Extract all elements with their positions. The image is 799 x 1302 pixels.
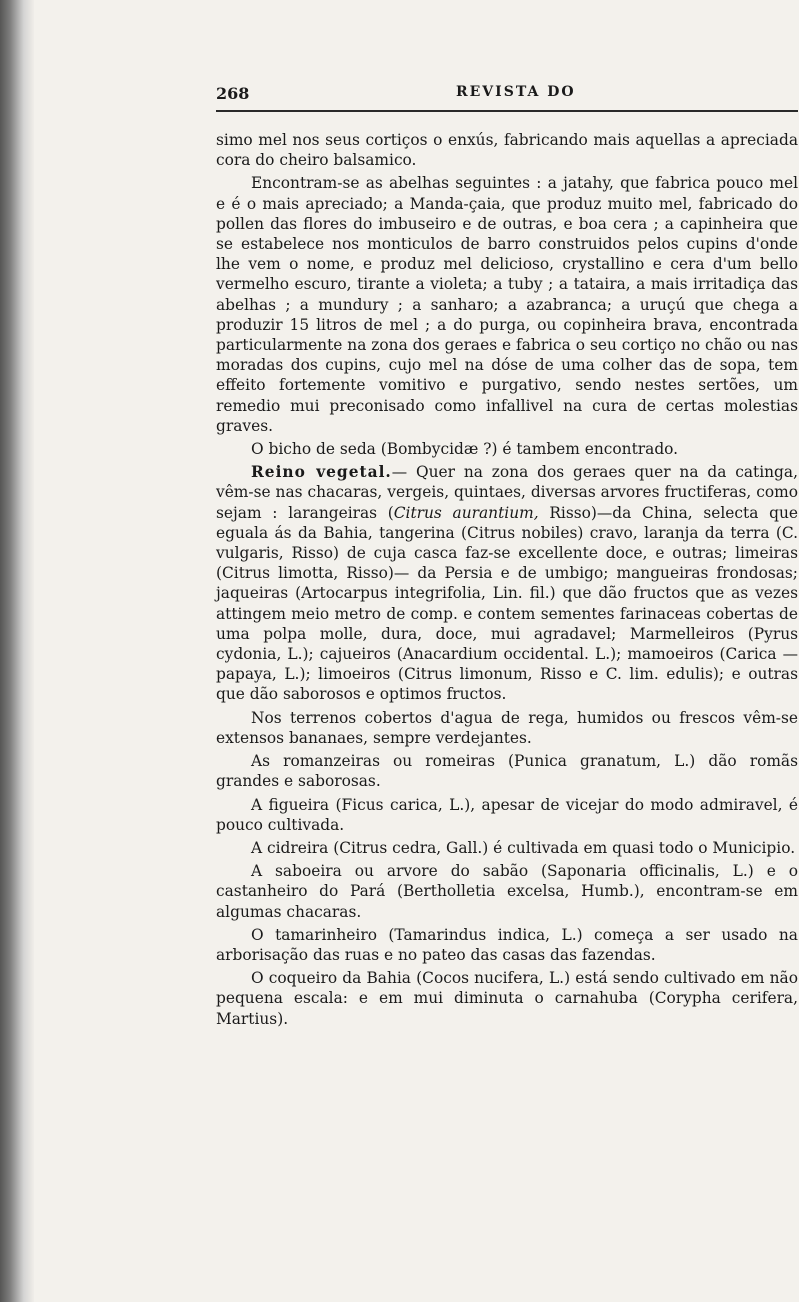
- running-title: REVISTA DO: [456, 84, 576, 100]
- section-italic-name: Citrus aurantium,: [393, 503, 539, 522]
- page-number: 268: [216, 84, 250, 103]
- page-text: [216, 130, 798, 1029]
- paragraph-bananaes: Nos terrenos cobertos d'agua de rega, humidos ou frescos vêm-se extensos bananaes, sempre verdejantes.: [216, 708, 798, 747]
- section-reino-vegetal: [216, 462, 798, 704]
- paragraph-1: simo mel nos seus cortiços o enxús, fabricando mais aquellas a apreciada cora do cheiro balsamico.: [216, 131, 798, 170]
- section-text-before: — Quer na zona dos geraes quer na da catinga, vêm-se nas chacaras, vergeis, quintaes, diversas arvores fructiferas, como sejam : larangeiras (: [216, 463, 798, 522]
- running-head: [216, 82, 798, 112]
- paragraph-tamarinheiro: O tamarinheiro (Tamarindus indica, L.) começa a ser usado na arborisação das ruas e no pateo das casas das fazendas.: [216, 925, 798, 964]
- paragraph-3: O bicho de seda (Bombycidæ ?) é tambem encontrado.: [251, 440, 679, 459]
- paragraph-cidreira: A cidreira (Citrus cedra, Gall.) é cultivada em quasi todo o Municipio.: [251, 838, 796, 857]
- section-heading: Reino vegetal.: [251, 463, 392, 482]
- book-page: [216, 82, 798, 1032]
- section-text-after: Risso)—da China, selecta que eguala ás da Bahia, tangerina (Citrus nobiles) cravo, laranja da terra (C. vulgaris, Risso) de cuja casca faz-se excellente doce, e outras; limeiras (Citrus limotta, Risso)— da Persia e de umbigo; mangueiras frondosas; jaqueiras (Artocarpus integrifolia, Lin. fil.) que dão fructos que as vezes attingem meio metro de comp. e contem sementes farinaceas cobertas de uma polpa molle, dura, doce, mui agradavel; Marmelleiros (Pyrus cydonia, L.); cajueiros (Anacardium occidental. L.); mamoeiros (Carica — papaya, L.); limoeiros (Citrus limonum, Risso e C. lim. edulis); e outras que dão saborosos e optimos fructos.: [216, 503, 798, 704]
- paragraph-2: Encontram-se as abelhas seguintes : a jatahy, que fabrica pouco mel e é o mais apreciado; a Manda-çaia, que produz muito mel, fabricado do pollen das flores do imbuseiro e de outras, e boa cera ; a capinheira que se estabelece nos monticulos de barro construidos pelos cupins d'onde lhe vem o nome, e produz mel delicioso, crystallino e cera d'um bello vermelho escuro, tirante a violeta; a tuby ; a tataira, a mais irritadiça das abelhas ; a mundury ; a sanharo; a azabranca; a uruçú que chega a produzir 15 litros de mel ; a do purga, ou copinheira brava, encontrada particularmente na zona dos geraes e fabrica o seu cortiço no chão ou nas moradas dos cupins, cujo mel na dóse de uma colher das de sopa, tem effeito fortemente vomitivo e purgativo, sendo nestes sertões, um remedio mui preconisado como infallivel na cura de certas molestias graves.: [216, 174, 798, 435]
- paragraph-romanzeiras: As romanzeiras ou romeiras (Punica granatum, L.) dão romãs grandes e saborosas.: [216, 752, 798, 791]
- book-binding-shadow: [0, 0, 34, 1302]
- paragraph-coqueiro: O coqueiro da Bahia (Cocos nucifera, L.) está sendo cultivado em não pequena escala: e em mui diminuta o carnahuba (Corypha cerifera, Martius).: [216, 969, 798, 1028]
- paragraph-saboeira: A saboeira ou arvore do sabão (Saponaria officinalis, L.) e o castanheiro do Pará (Bertholletia excelsa, Humb.), encontram-se em algumas chacaras.: [216, 862, 798, 921]
- paragraph-figueira: A figueira (Ficus carica, L.), apesar de vicejar do modo admiravel, é pouco cultivada.: [216, 795, 798, 834]
